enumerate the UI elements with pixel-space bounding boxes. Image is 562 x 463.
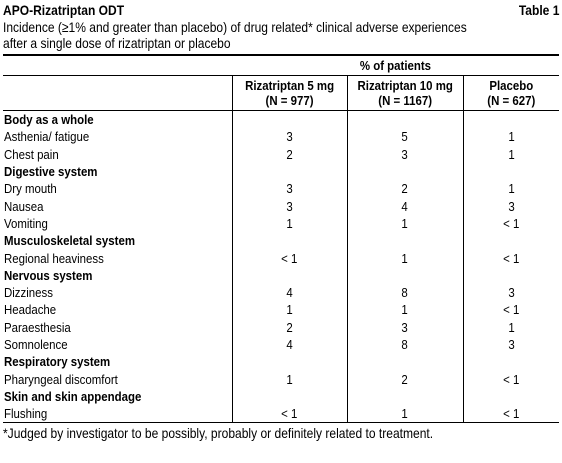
- value-rizatriptan-5mg: 4: [232, 336, 347, 353]
- empty-cell: [463, 353, 559, 370]
- value-rizatriptan-10mg: 3: [347, 146, 463, 163]
- header-blank: [3, 55, 232, 76]
- value-placebo: 3: [463, 197, 559, 214]
- caption-line-2: after a single dose of rizatriptan or placebo: [3, 35, 231, 51]
- section-row: [3, 353, 559, 370]
- section-row: [3, 163, 559, 180]
- value-placebo: 1: [463, 180, 559, 197]
- header-col-placebo: Placebo (N = 627): [463, 76, 559, 111]
- section-label: Musculoskeletal system: [4, 233, 135, 249]
- value-rizatriptan-10mg: 1: [347, 215, 463, 232]
- table-row: [3, 215, 559, 232]
- row-label: Dizziness: [4, 285, 53, 301]
- value-rizatriptan-5mg: 3: [232, 128, 347, 145]
- value-rizatriptan-10mg: 1: [347, 249, 463, 266]
- empty-cell: [463, 267, 559, 284]
- section-label: Skin and skin appendage: [4, 388, 142, 404]
- table-row: [3, 180, 559, 197]
- row-label: Flushing: [3, 405, 232, 423]
- value-rizatriptan-5mg: 1: [232, 215, 347, 232]
- empty-cell: [347, 388, 463, 405]
- footnote: *Judged by investigator to be possibly, probably or definitely related to treatment.: [3, 425, 434, 442]
- row-label: Chest pain: [4, 146, 59, 162]
- empty-cell: [232, 267, 347, 284]
- header-col-rizatriptan-5mg: Rizatriptan 5 mg (N = 977): [232, 76, 347, 111]
- table-row: [3, 336, 559, 353]
- header-percent-patients: % of patients: [232, 55, 559, 76]
- value-rizatriptan-10mg: 1: [347, 301, 463, 318]
- value-placebo: < 1: [463, 301, 559, 318]
- row-label: Headache: [4, 302, 57, 318]
- value-placebo: 1: [463, 146, 559, 163]
- value-placebo: < 1: [463, 405, 559, 423]
- table-caption: [3, 19, 559, 51]
- table-row: [3, 370, 559, 387]
- empty-cell: [232, 353, 347, 370]
- value-rizatriptan-10mg: 8: [347, 336, 463, 353]
- value-placebo: < 1: [463, 370, 559, 387]
- section-label: Digestive system: [4, 164, 98, 180]
- value-rizatriptan-5mg: < 1: [232, 405, 347, 423]
- table-body: [3, 111, 559, 423]
- row-label: Asthenia/ fatigue: [4, 129, 90, 145]
- section-row: [3, 111, 559, 129]
- value-rizatriptan-10mg: 3: [347, 319, 463, 336]
- section-label: Nervous system: [4, 267, 93, 283]
- empty-cell: [463, 111, 559, 129]
- value-rizatriptan-10mg: 5: [347, 128, 463, 145]
- value-rizatriptan-5mg: 3: [232, 180, 347, 197]
- empty-cell: [463, 388, 559, 405]
- header-label-blank: [3, 76, 232, 111]
- product-title: APO-Rizatriptan ODT: [3, 2, 125, 18]
- value-rizatriptan-5mg: 3: [232, 197, 347, 214]
- adverse-events-table: [3, 54, 559, 423]
- table-row: [3, 284, 559, 301]
- value-rizatriptan-5mg: 1: [232, 301, 347, 318]
- section-label: Respiratory system: [4, 354, 111, 370]
- empty-cell: [232, 111, 347, 129]
- value-placebo: 3: [463, 284, 559, 301]
- value-rizatriptan-10mg: 2: [347, 370, 463, 387]
- table-row: [3, 128, 559, 145]
- row-label: Paraesthesia: [4, 319, 71, 335]
- empty-cell: [232, 232, 347, 249]
- empty-cell: [347, 353, 463, 370]
- value-rizatriptan-10mg: 4: [347, 197, 463, 214]
- value-placebo: 1: [463, 319, 559, 336]
- section-row: [3, 267, 559, 284]
- table-row: [3, 301, 559, 318]
- value-placebo: 1: [463, 128, 559, 145]
- table-row: [3, 249, 559, 266]
- empty-cell: [232, 163, 347, 180]
- value-rizatriptan-5mg: < 1: [232, 249, 347, 266]
- row-label: Dry mouth: [4, 181, 57, 197]
- value-rizatriptan-10mg: 1: [347, 405, 463, 423]
- value-rizatriptan-5mg: 2: [232, 319, 347, 336]
- row-label: Nausea: [4, 198, 44, 214]
- empty-cell: [347, 163, 463, 180]
- value-rizatriptan-10mg: 2: [347, 180, 463, 197]
- table-row: [3, 319, 559, 336]
- section-row: [3, 388, 559, 405]
- empty-cell: [347, 111, 463, 129]
- row-label: Pharyngeal discomfort: [4, 371, 118, 387]
- value-rizatriptan-5mg: 4: [232, 284, 347, 301]
- empty-cell: [232, 388, 347, 405]
- table-label: Table 1: [518, 2, 560, 18]
- empty-cell: [463, 163, 559, 180]
- value-rizatriptan-10mg: 8: [347, 284, 463, 301]
- table-row: [3, 197, 559, 214]
- value-rizatriptan-5mg: 1: [232, 370, 347, 387]
- table-row: [3, 405, 559, 423]
- value-placebo: < 1: [463, 215, 559, 232]
- section-row: [3, 232, 559, 249]
- empty-cell: [463, 232, 559, 249]
- empty-cell: [347, 232, 463, 249]
- empty-cell: [347, 267, 463, 284]
- value-placebo: < 1: [463, 249, 559, 266]
- table-row: [3, 146, 559, 163]
- header-columns-row: [3, 76, 559, 111]
- value-placebo: 3: [463, 336, 559, 353]
- value-rizatriptan-5mg: 2: [232, 146, 347, 163]
- row-label: Regional heaviness: [4, 250, 104, 266]
- caption-line-1: Incidence (≥1% and greater than placebo) of drug related* clinical adverse experiences: [3, 19, 467, 35]
- header-group-row: [3, 55, 559, 76]
- header-col-rizatriptan-10mg: Rizatriptan 10 mg (N = 1167): [347, 76, 463, 111]
- row-label: Vomiting: [4, 215, 48, 231]
- row-label: Somnolence: [4, 337, 68, 352]
- section-label: Body as a whole: [4, 112, 94, 128]
- title-row: [3, 2, 559, 19]
